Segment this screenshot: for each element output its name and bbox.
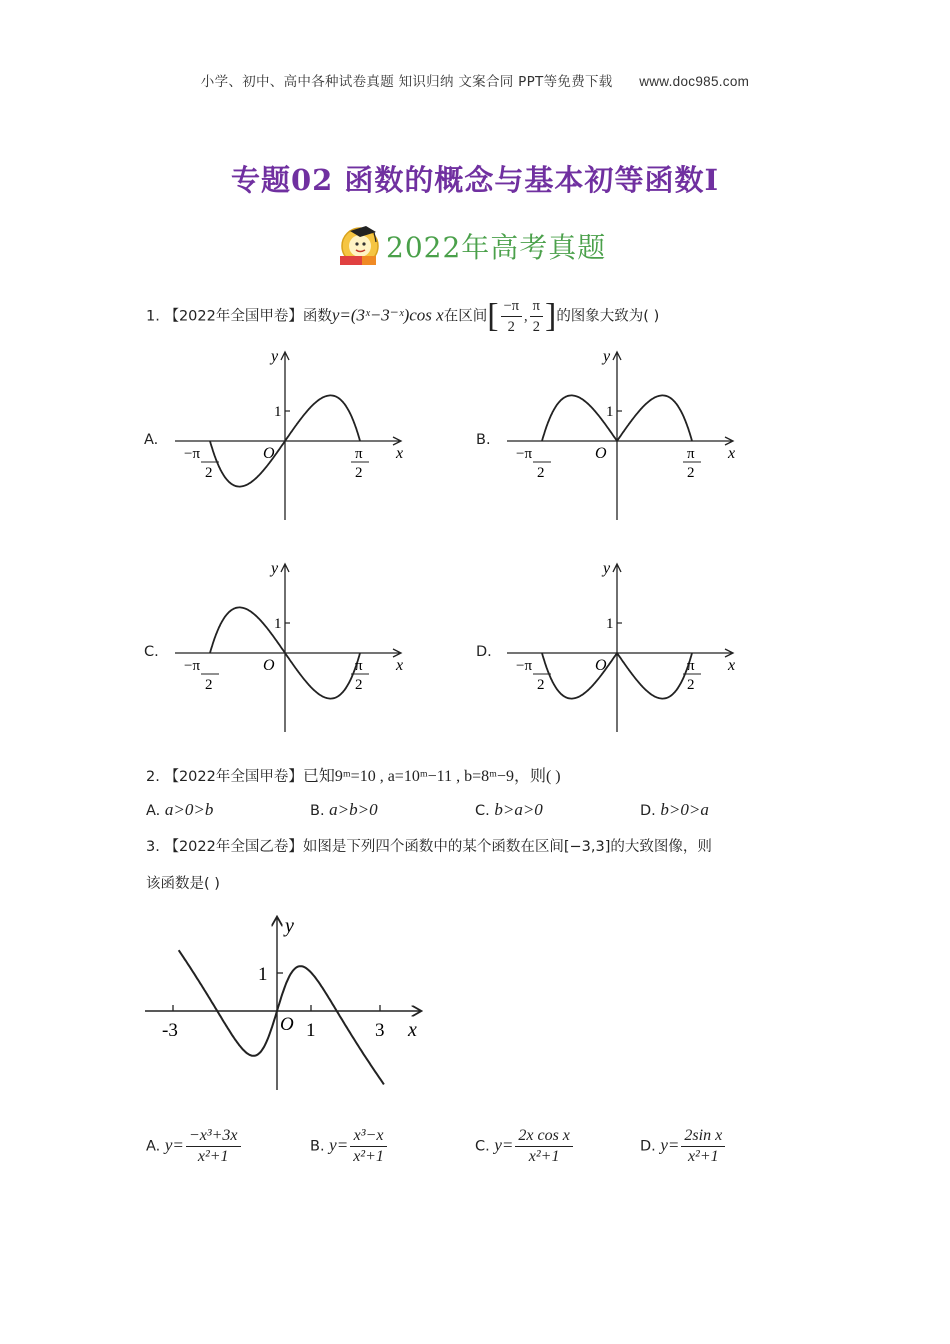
y-axis-label: y — [271, 560, 279, 577]
option-numerator: −x³+3x — [186, 1126, 241, 1147]
option-label: D. — [640, 1138, 656, 1155]
header-site-link[interactable]: www.doc985.com — [639, 74, 750, 89]
x-axis-label: x — [408, 1019, 417, 1041]
option-label: D. — [640, 803, 656, 819]
option-lhs: y= — [329, 1135, 349, 1155]
page-header — [0, 70, 950, 90]
origin-label: O — [263, 657, 275, 674]
question-2-option-b[interactable] — [310, 800, 378, 820]
interval-denominator: 2 — [507, 319, 515, 335]
y-tick-label-1: 1 — [606, 616, 614, 632]
x-tick-label-neg3: -3 — [162, 1020, 178, 1041]
y-tick-label-1: 1 — [258, 964, 268, 985]
question-text: 在区间 — [443, 308, 488, 325]
x-tick-label-pi: π — [355, 446, 363, 462]
x-tick-label-pi: π — [687, 446, 695, 462]
x-tick-label-pi: π — [687, 658, 695, 674]
x-tick-label-denominator: 2 — [537, 677, 545, 693]
origin-label: O — [263, 445, 275, 462]
option-graph — [492, 345, 762, 525]
question-1-option-b[interactable] — [472, 345, 762, 525]
question-text: 已知9ᵐ=10 , a=10ᵐ−11 , b=8ᵐ−9，则( ) — [302, 768, 561, 785]
option-label: A. — [146, 803, 161, 819]
question-text: 的图象大致为( ) — [556, 308, 660, 325]
x-tick-label-denominator: 2 — [687, 677, 695, 693]
x-tick-label-denominator: 2 — [355, 465, 363, 481]
question-number: 3. — [146, 839, 160, 855]
x-tick-label-denominator: 2 — [537, 465, 545, 481]
question-3-graph — [140, 908, 430, 1093]
function-expression: y=(3ˣ−3⁻ˣ)cos x — [331, 305, 444, 325]
question-source: 【2022年全国甲卷】 — [164, 769, 303, 785]
y-tick-label-1: 1 — [274, 404, 282, 420]
option-denominator: x²+1 — [197, 1148, 229, 1165]
header-text: 小学、初中、高中各种试卷真题 知识归纳 文案合同 PPT等免费下载 — [200, 74, 613, 90]
x-tick-label-neg-pi: −π — [184, 446, 201, 462]
question-number: 2. — [146, 769, 160, 785]
x-tick-label-denominator: 2 — [205, 465, 213, 481]
x-axis-label: x — [728, 657, 736, 674]
x-axis-label: x — [396, 657, 404, 674]
option-label: D. — [476, 644, 492, 660]
origin-label: O — [280, 1014, 294, 1035]
question-2-stem — [146, 763, 561, 786]
question-2-option-a[interactable] — [146, 800, 213, 820]
option-numerator: 2x cos x — [515, 1126, 573, 1147]
x-tick-label-denominator: 2 — [205, 677, 213, 693]
x-tick-label-pi: π — [355, 658, 363, 674]
option-label: C. — [475, 803, 490, 819]
question-1-option-c[interactable] — [140, 557, 430, 737]
option-graph — [160, 557, 430, 737]
option-label: A. — [144, 432, 159, 448]
option-label: A. — [146, 1138, 161, 1155]
banner-title: 2022年高考真题 — [386, 231, 607, 264]
interval-right-numerator: π — [530, 296, 543, 317]
question-3-option-c[interactable] — [475, 1126, 575, 1167]
question-3-option-a[interactable] — [146, 1126, 243, 1167]
question-2-option-c[interactable] — [475, 800, 543, 820]
x-tick-label-denominator: 2 — [355, 677, 363, 693]
option-label: B. — [476, 432, 491, 448]
x-tick-label-neg-pi: −π — [516, 658, 533, 674]
option-graph — [160, 345, 430, 525]
interval-left-numerator: −π — [501, 296, 523, 317]
question-text: 函数 — [302, 308, 332, 325]
question-source: 【2022年全国乙卷】 — [164, 839, 303, 855]
option-numerator: x³−x — [350, 1126, 387, 1147]
option-denominator: x²+1 — [687, 1148, 719, 1165]
origin-label: O — [595, 445, 607, 462]
option-label: B. — [310, 1138, 325, 1155]
x-axis-label: x — [728, 445, 736, 462]
option-numerator: 2sin x — [681, 1126, 725, 1147]
question-text: 如图是下列四个函数中的某个函数在区间[−3,3]的大致图像，则 — [302, 839, 712, 855]
option-lhs: y= — [660, 1135, 680, 1155]
x-tick-label-neg-pi: −π — [184, 658, 201, 674]
option-text: b>0>a — [660, 800, 709, 819]
option-text: a>0>b — [164, 800, 214, 819]
question-3-option-b[interactable] — [310, 1126, 389, 1167]
x-tick-label-1: 1 — [306, 1020, 316, 1041]
question-3-stem-line2: 该函数是( ) — [146, 876, 220, 892]
y-axis-label: y — [271, 348, 279, 365]
question-3-stem — [146, 835, 712, 856]
question-1-stem: 1. 【2022年全国甲卷】函数y=(3ˣ−3⁻ˣ)cos x在区间[ $\frac{-\pi}{2}$ , $\frac{\pi}{2}$ ]的图象大致为( ) — [146, 297, 660, 335]
graduate-cap-logo-icon — [336, 222, 382, 268]
origin-label: O — [595, 657, 607, 674]
option-lhs: y= — [164, 1135, 184, 1155]
question-2-option-d[interactable] — [640, 800, 709, 820]
question-1-option-d[interactable] — [472, 557, 762, 737]
option-denominator: x²+1 — [528, 1148, 560, 1165]
y-axis-label: y — [603, 348, 611, 365]
x-tick-label-3: 3 — [375, 1020, 385, 1041]
option-label: C. — [144, 644, 159, 660]
option-text: a>b>0 — [329, 800, 378, 819]
option-label: B. — [310, 803, 325, 819]
interval-denominator: 2 — [532, 319, 540, 335]
x-axis-label: x — [396, 445, 404, 462]
question-3-option-d[interactable] — [640, 1126, 727, 1167]
y-axis-label: y — [285, 915, 294, 937]
x-tick-label-denominator: 2 — [687, 465, 695, 481]
x-tick-label-neg-pi: −π — [516, 446, 533, 462]
option-graph — [492, 557, 762, 737]
question-source: 【2022年全国甲卷】 — [164, 308, 303, 325]
y-tick-label-1: 1 — [606, 404, 614, 420]
page-title: 专题02 函数的概念与基本初等函数I — [230, 163, 720, 197]
option-label: C. — [475, 1138, 490, 1155]
option-denominator: x²+1 — [353, 1148, 384, 1165]
option-text: b>a>0 — [494, 800, 543, 819]
y-axis-label: y — [603, 560, 611, 577]
y-tick-label-1: 1 — [274, 616, 282, 632]
option-lhs: y= — [494, 1135, 514, 1155]
question-number: 1. — [146, 308, 160, 325]
question-1-option-a[interactable] — [140, 345, 430, 525]
